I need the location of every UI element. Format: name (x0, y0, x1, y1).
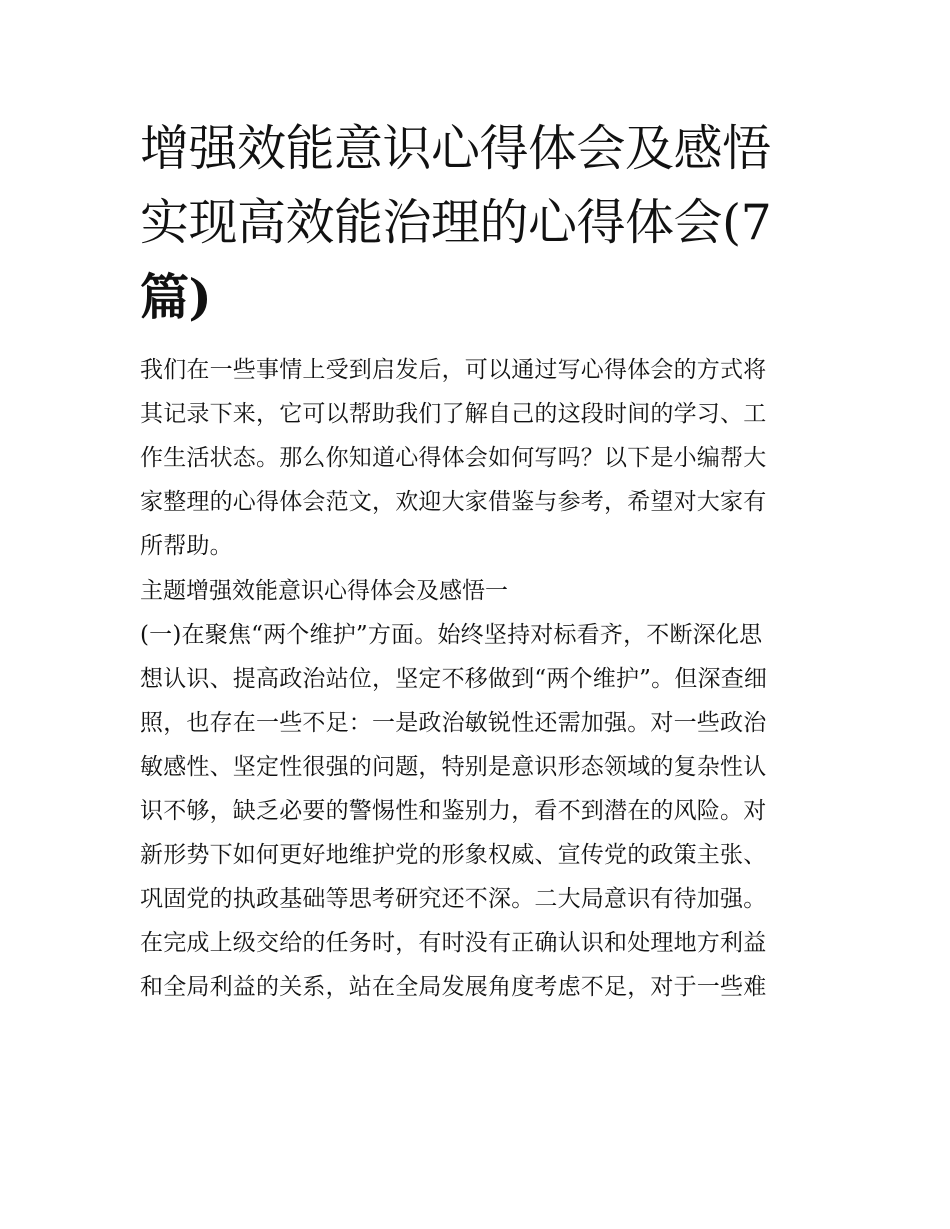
title-line-3: 篇) (140, 268, 212, 326)
intro-line-2: 其记录下来，它可以帮助我们了解自己的这段时间的学习、工 (140, 401, 767, 427)
section-line-4: 敏感性、坚定性很强的问题，特别是意识形态领域的复杂性认 (140, 754, 767, 780)
document-title (140, 112, 812, 334)
intro-line-3: 作生活状态。那么你知道心得体会如何写吗？以下是小编帮大 (140, 445, 767, 471)
title-line-2: 实现高效能治理的心得体会(7 (140, 194, 772, 251)
title-line-1: 增强效能意识心得体会及感悟 (140, 120, 771, 177)
section-line-1: (一)在聚焦“两个维护”方面。始终坚持对标看齐，不断深化思 (140, 622, 763, 648)
intro-line-5: 所帮助。 (140, 533, 233, 559)
intro-paragraph (140, 348, 812, 568)
intro-line-4: 家整理的心得体会范文，欢迎大家借鉴与参考，希望对大家有 (140, 489, 767, 515)
section-heading: 主题增强效能意识心得体会及感悟一 (140, 578, 508, 604)
intro-line-1: 我们在一些事情上受到启发后，可以通过写心得体会的方式将 (140, 357, 767, 383)
section-line-9: 和全局利益的关系，站在全局发展角度考虑不足，对于一些难 (140, 974, 767, 1000)
document-page (140, 112, 812, 1009)
section-line-7: 巩固党的执政基础等思考研究还不深。二大局意识有待加强。 (140, 886, 767, 912)
section-line-2: 想认识、提高政治站位，坚定不移做到“两个维护”。但深查细 (140, 666, 768, 692)
document-body (140, 348, 812, 1009)
section-paragraph (140, 613, 812, 1009)
section-line-5: 识不够，缺乏必要的警惕性和鉴别力，看不到潜在的风险。对 (140, 798, 767, 824)
section-line-6: 新形势下如何更好地维护党的形象权威、宣传党的政策主张、 (140, 842, 767, 868)
section-line-8: 在完成上级交给的任务时，有时没有正确认识和处理地方利益 (140, 930, 767, 956)
section-line-3: 照，也存在一些不足：一是政治敏锐性还需加强。对一些政治 (140, 710, 767, 736)
